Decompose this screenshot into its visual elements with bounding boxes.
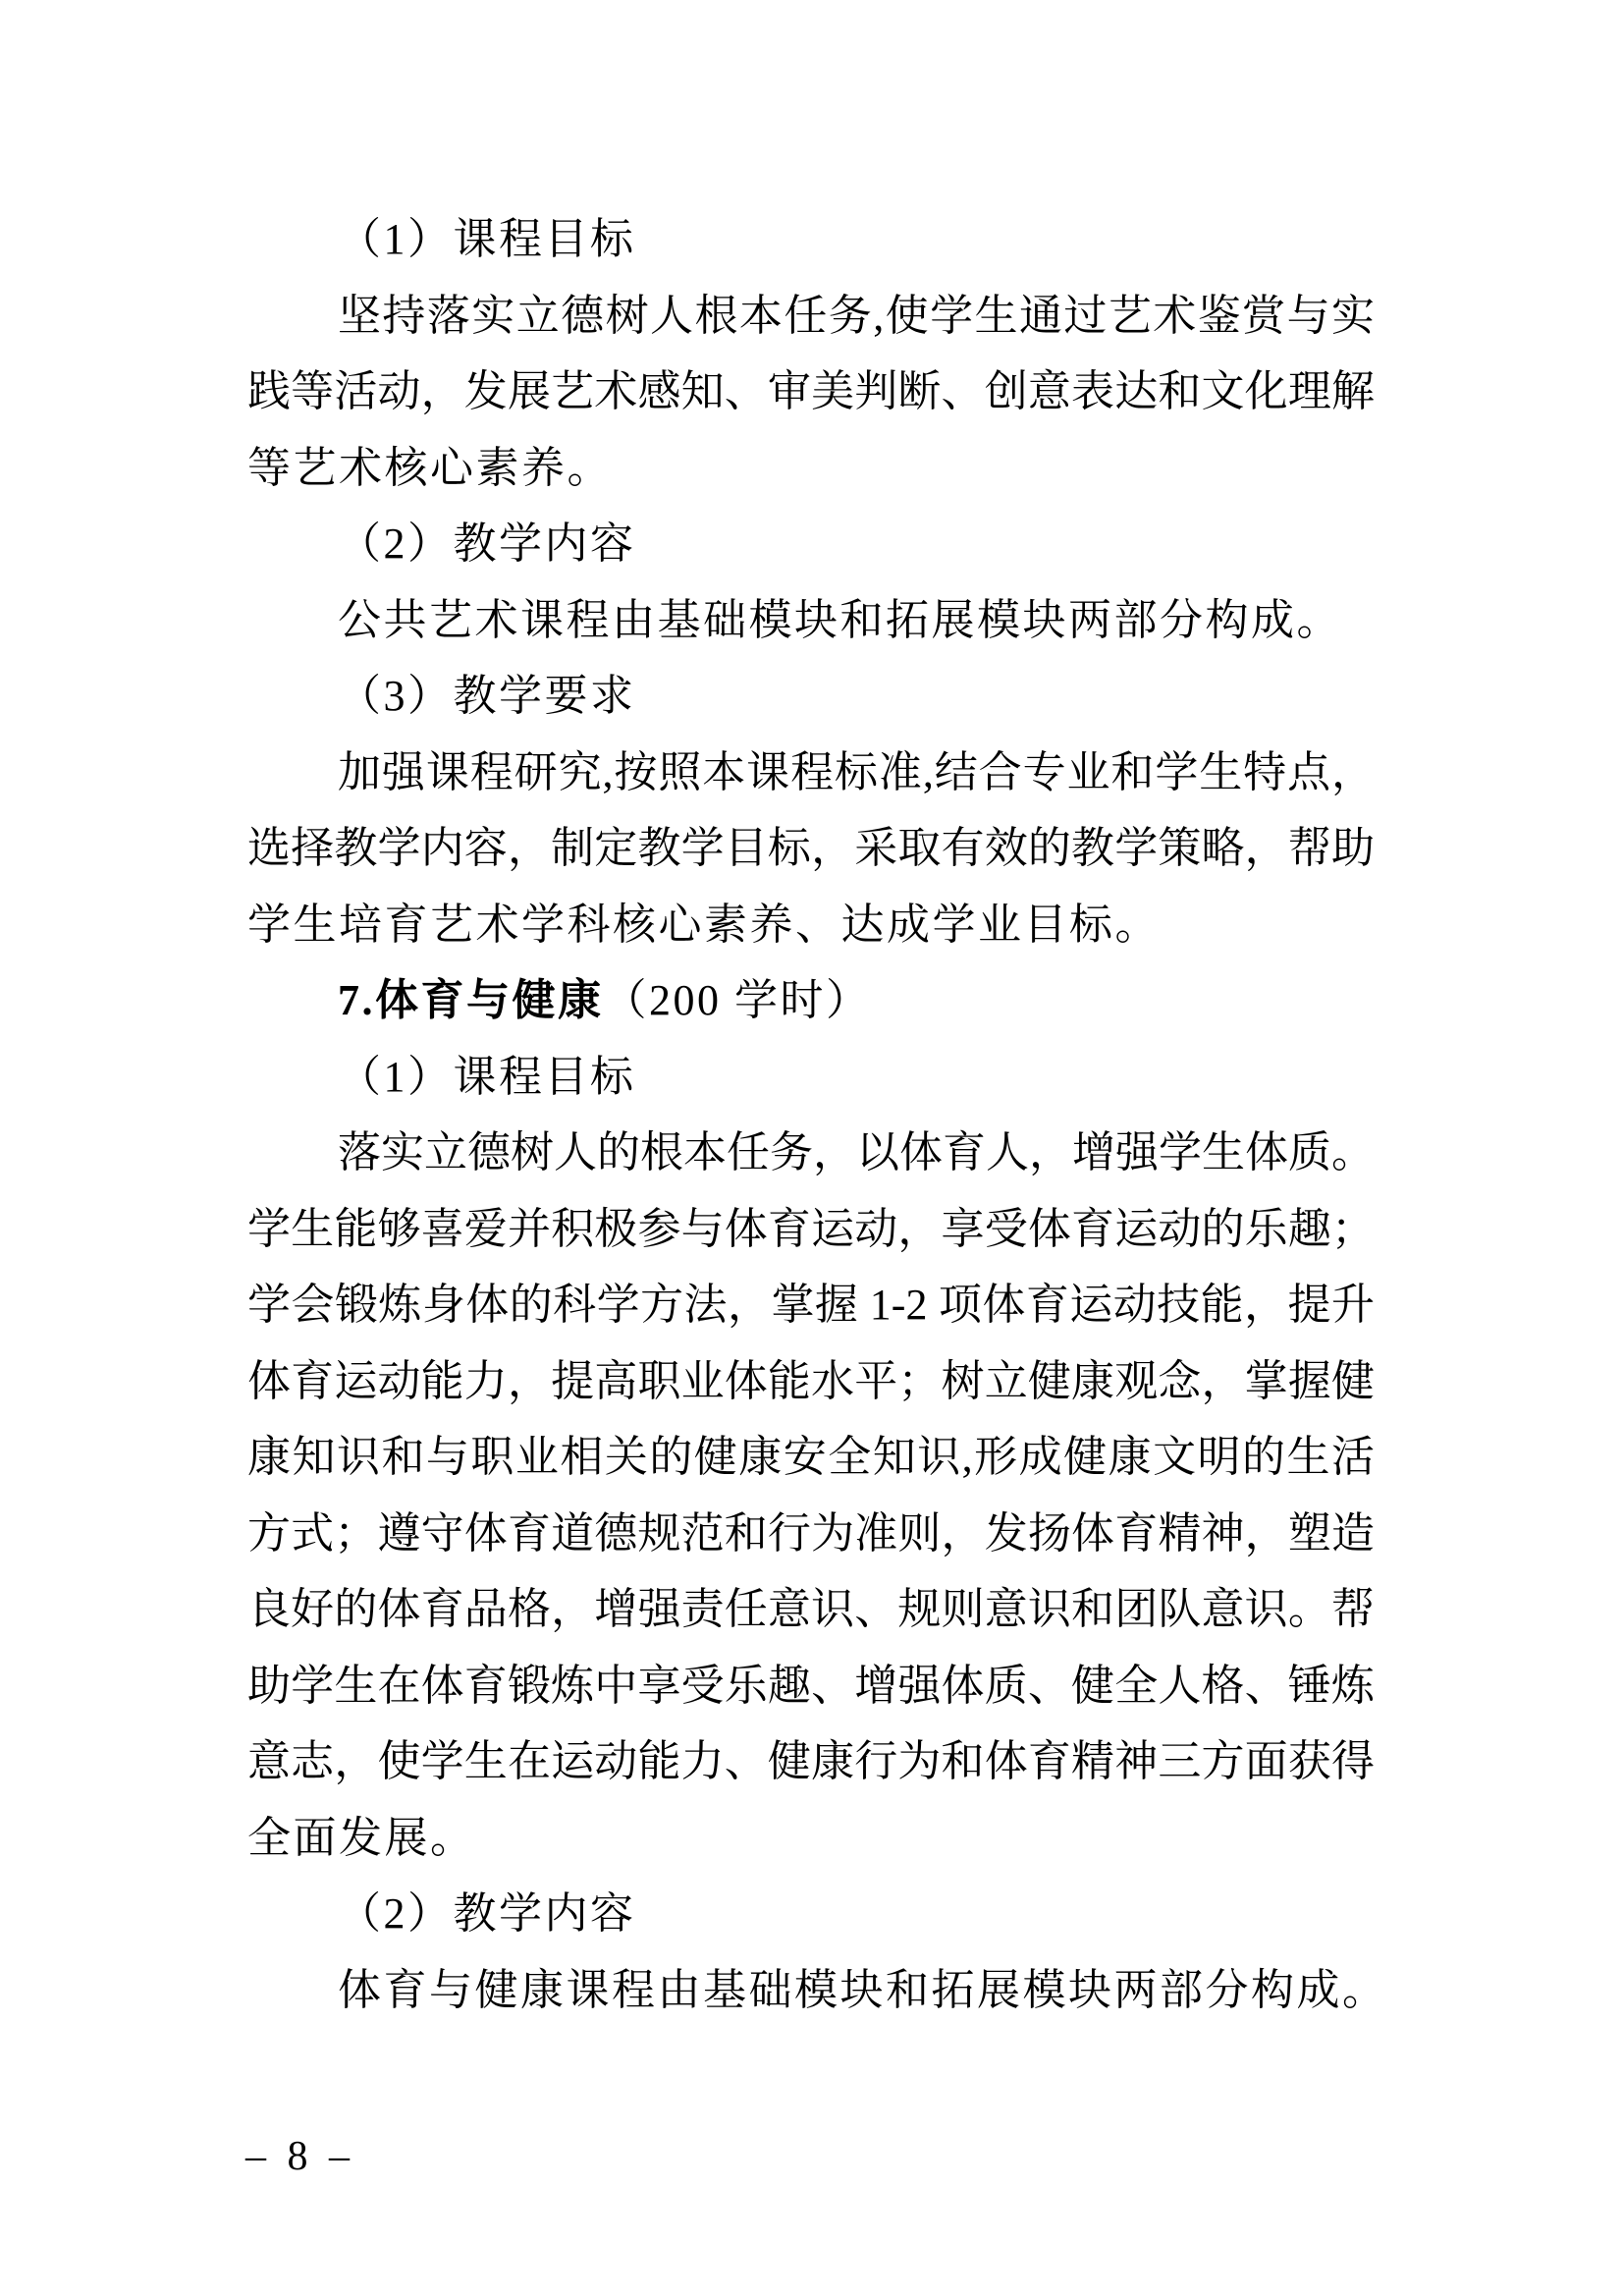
text-line [247,1571,1375,1648]
text-line [247,1800,1375,1877]
text-line [247,582,1375,659]
body-text: 方式；遵守体育道德规范和行为准则，发扬体育精神，塑造 [247,1508,1375,1558]
text-line [247,962,1375,1039]
text-line [247,1723,1375,1800]
body-text: 公共艺术课程由基础模块和拓展模块两部分构成。 [338,595,1342,644]
body-text: 学生培育艺术学科核心素养、达成学业目标。 [247,900,1161,949]
text-line [247,1876,1375,1952]
text-line [247,1039,1375,1116]
body-text: 选择教学内容，制定教学目标，采取有效的教学策略，帮助 [247,824,1375,872]
text-line [247,1115,1375,1191]
body-text: 学会锻炼身体的科学方法，掌握 1-2 项体育运动技能，提升 [247,1281,1375,1329]
text-line [247,1952,1388,2029]
body-text: （3）教学要求 [338,672,636,720]
body-text: 体育与健康课程由基础模块和拓展模块两部分构成。 [338,1965,1388,2014]
body-text: 加强课程研究,按照本课程标准,结合专业和学生特点， [338,747,1375,796]
body-text: 康知识和与职业相关的健康安全知识,形成健康文明的生活 [247,1433,1375,1481]
body-text: 意志，使学生在运动能力、健康行为和体育精神三方面获得 [247,1737,1375,1785]
text-line [247,278,1375,355]
body-text: （2）教学内容 [338,1889,636,1938]
body-text: 体育运动能力，提高职业体能水平；树立健康观念，掌握健 [247,1356,1375,1405]
text-line [247,1419,1375,1496]
body-text: 助学生在体育锻炼中享受乐趣、增强体质、健全人格、锤炼 [247,1661,1375,1710]
body-text: 坚持落实立德树人根本任务,使学生通过艺术鉴赏与实 [338,291,1375,340]
text-line [247,354,1375,430]
body-text: （2）教学内容 [338,519,636,568]
body-text: 等艺术核心素养。 [247,443,613,492]
body-text: 践等活动，发展艺术感知、审美判断、创意表达和文化理解 [247,367,1375,415]
document-body [247,201,1388,2028]
heading-text: 7.体育与健康 [338,976,604,1024]
body-text: 落实立德树人的根本任务，以体育人，增强学生体质。 [338,1128,1375,1176]
text-line [247,735,1375,811]
text-line [247,201,1375,278]
text-line [247,658,1375,735]
body-text: 良好的体育品格，增强责任意识、规则意识和团队意识。帮 [247,1585,1375,1633]
body-text: 全面发展。 [247,1813,476,1862]
body-text: 学生能够喜爱并积极参与体育运动，享受体育运动的乐趣； [247,1204,1375,1253]
text-line [247,1267,1375,1343]
text-line [247,430,1375,507]
text-line [247,887,1375,963]
page-number: – 8 – [245,2134,351,2179]
text-line [247,1496,1375,1572]
text-line [247,1191,1375,1268]
text-line [247,1343,1375,1420]
text-line [247,810,1375,887]
body-text: （1）课程目标 [338,1052,636,1101]
text-line [247,1648,1375,1724]
body-text: （1）课程目标 [338,215,636,263]
body-text: （200 学时） [603,976,872,1024]
text-line [247,506,1375,582]
